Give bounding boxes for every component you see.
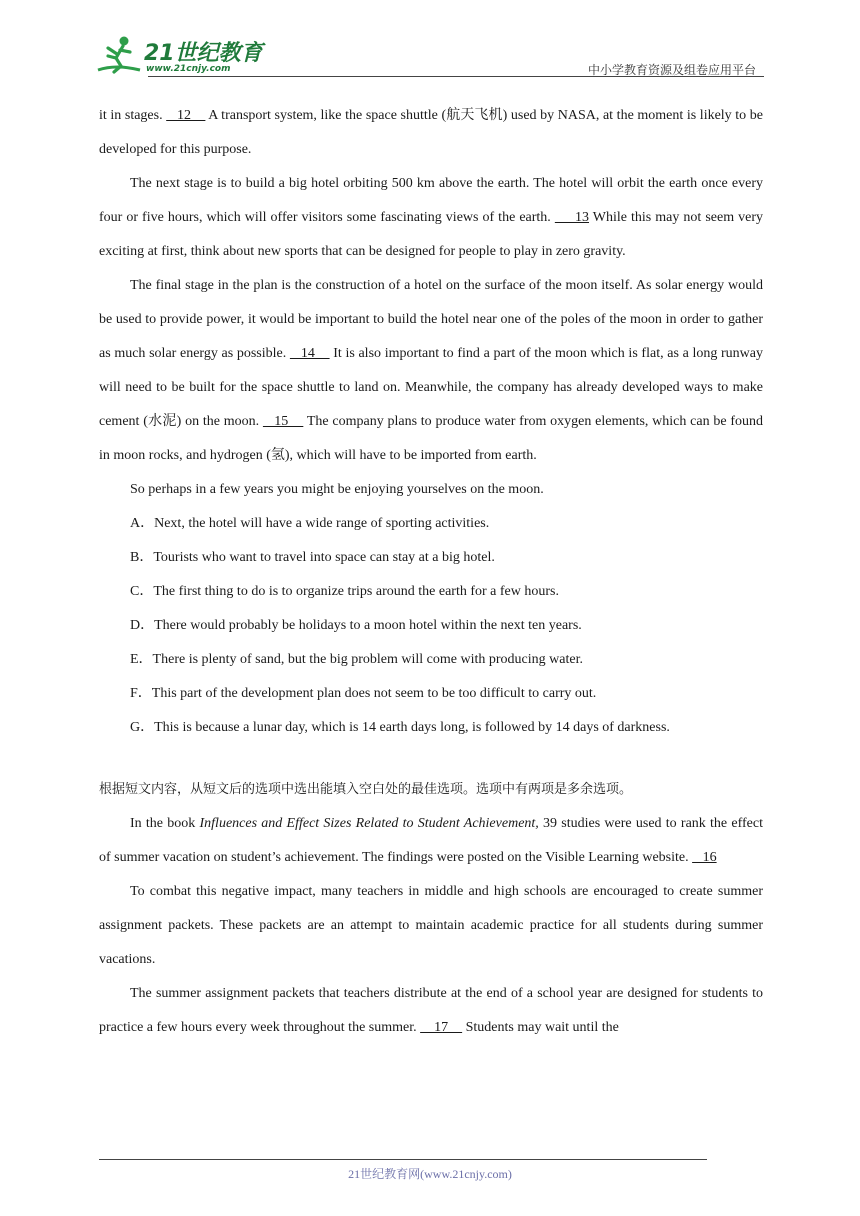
blank-14[interactable]: 14 — [289, 346, 330, 361]
footer-text[interactable]: 21世纪教育网(www.21cnjy.com) — [348, 1167, 512, 1181]
text: In the book — [130, 816, 200, 831]
text: Students may wait until the — [462, 1020, 619, 1035]
footer-divider — [99, 1159, 707, 1160]
blank-12[interactable]: 12 — [166, 108, 206, 123]
paragraph — [99, 269, 763, 473]
option-g[interactable]: G．This is because a lunar day, which is 14 earth days long, is followed by 14 days of darkness. — [130, 720, 670, 735]
blank-16[interactable]: 16 — [692, 850, 717, 865]
text: It is also important to find a part of the moon which is flat, as a long runway will need to be built for the space shuttle to land on. Meanwhile, the company has already developed ways to make cement (水泥) on the moon. — [99, 346, 764, 429]
text: The next stage is to build a big hotel orbiting 500 km above the earth. The hotel will orbit the earth once every four or five hours, which will offer visitors some fascinating views of the earth. — [99, 176, 763, 225]
text: The company plans to produce water from oxygen elements, which can be found in moon rocks, and hydrogen (氢), which will have to be imported from earth. — [99, 414, 764, 463]
text: A transport system, like the space shuttle (航天飞机) used by NASA, at the moment is likely to be developed for this purpose. — [99, 108, 763, 157]
section-gap — [99, 745, 763, 773]
text: The summer assignment packets that teachers distribute at the end of a school year are designed for students to practice a few hours every week throughout the summer. — [99, 986, 763, 1035]
text: While this may not seem very exciting at first, think about new sports that can be designed for people to play in zero gravity. — [99, 210, 763, 259]
option-c[interactable]: C．The first thing to do is to organize trips around the earth for a few hours. — [130, 584, 559, 599]
site-logo[interactable] — [94, 34, 264, 78]
paragraph — [99, 807, 763, 875]
option-b[interactable]: B．Tourists who want to travel into space can stay at a big hotel. — [130, 550, 495, 565]
page-header — [0, 0, 860, 80]
option-e[interactable]: E．There is plenty of sand, but the big problem will come with producing water. — [130, 652, 583, 667]
blank-13[interactable]: 13 — [554, 210, 589, 225]
paragraph — [99, 167, 763, 269]
paragraph: So perhaps in a few years you might be enjoying yourselves on the moon. — [130, 482, 544, 497]
text: it in stages. — [99, 108, 167, 123]
text: The final stage in the plan is the construction of a hotel on the surface of the moon itself. As solar energy would be used to provide power, it would be important to build the hotel near one of the poles of the moon in order to gather as much solar energy as possible. — [99, 278, 763, 361]
logo-url: www.21cnjy.com — [146, 64, 231, 74]
runner-logo-icon — [94, 34, 146, 78]
paragraph: To combat this negative impact, many teachers in middle and high schools are encouraged to create summer assignment packets. These packets are an attempt to maintain academic practice for all students during summer vacations. — [99, 884, 763, 967]
platform-name: 中小学教育资源及组卷应用平台 — [587, 63, 756, 77]
blank-15[interactable]: 15 — [262, 414, 304, 429]
option-f[interactable]: F．This part of the development plan does not seem to be too difficult to carry out. — [130, 686, 597, 701]
instruction: 根据短文内容，从短文后的选项中选出能填入空白处的最佳选项。选项中有两项是多余选项。 — [99, 782, 633, 797]
text: 39 studies were used to rank the effect of summer vacation on student’s achievement. The findings were posted on the Visible Learning website. — [99, 816, 763, 865]
paragraph — [99, 99, 763, 167]
logo-title: 21世纪教育 — [144, 41, 263, 66]
book-title: Influences and Effect Sizes Related to Student Achievement, — [199, 816, 539, 831]
option-d[interactable]: D．There would probably be holidays to a moon hotel within the next ten years. — [130, 618, 582, 633]
header-divider — [148, 76, 764, 77]
paragraph — [99, 977, 763, 1045]
document-body — [99, 99, 763, 1045]
option-a[interactable]: A．Next, the hotel will have a wide range of sporting activities. — [130, 516, 490, 531]
blank-17[interactable]: 17 — [420, 1020, 463, 1035]
